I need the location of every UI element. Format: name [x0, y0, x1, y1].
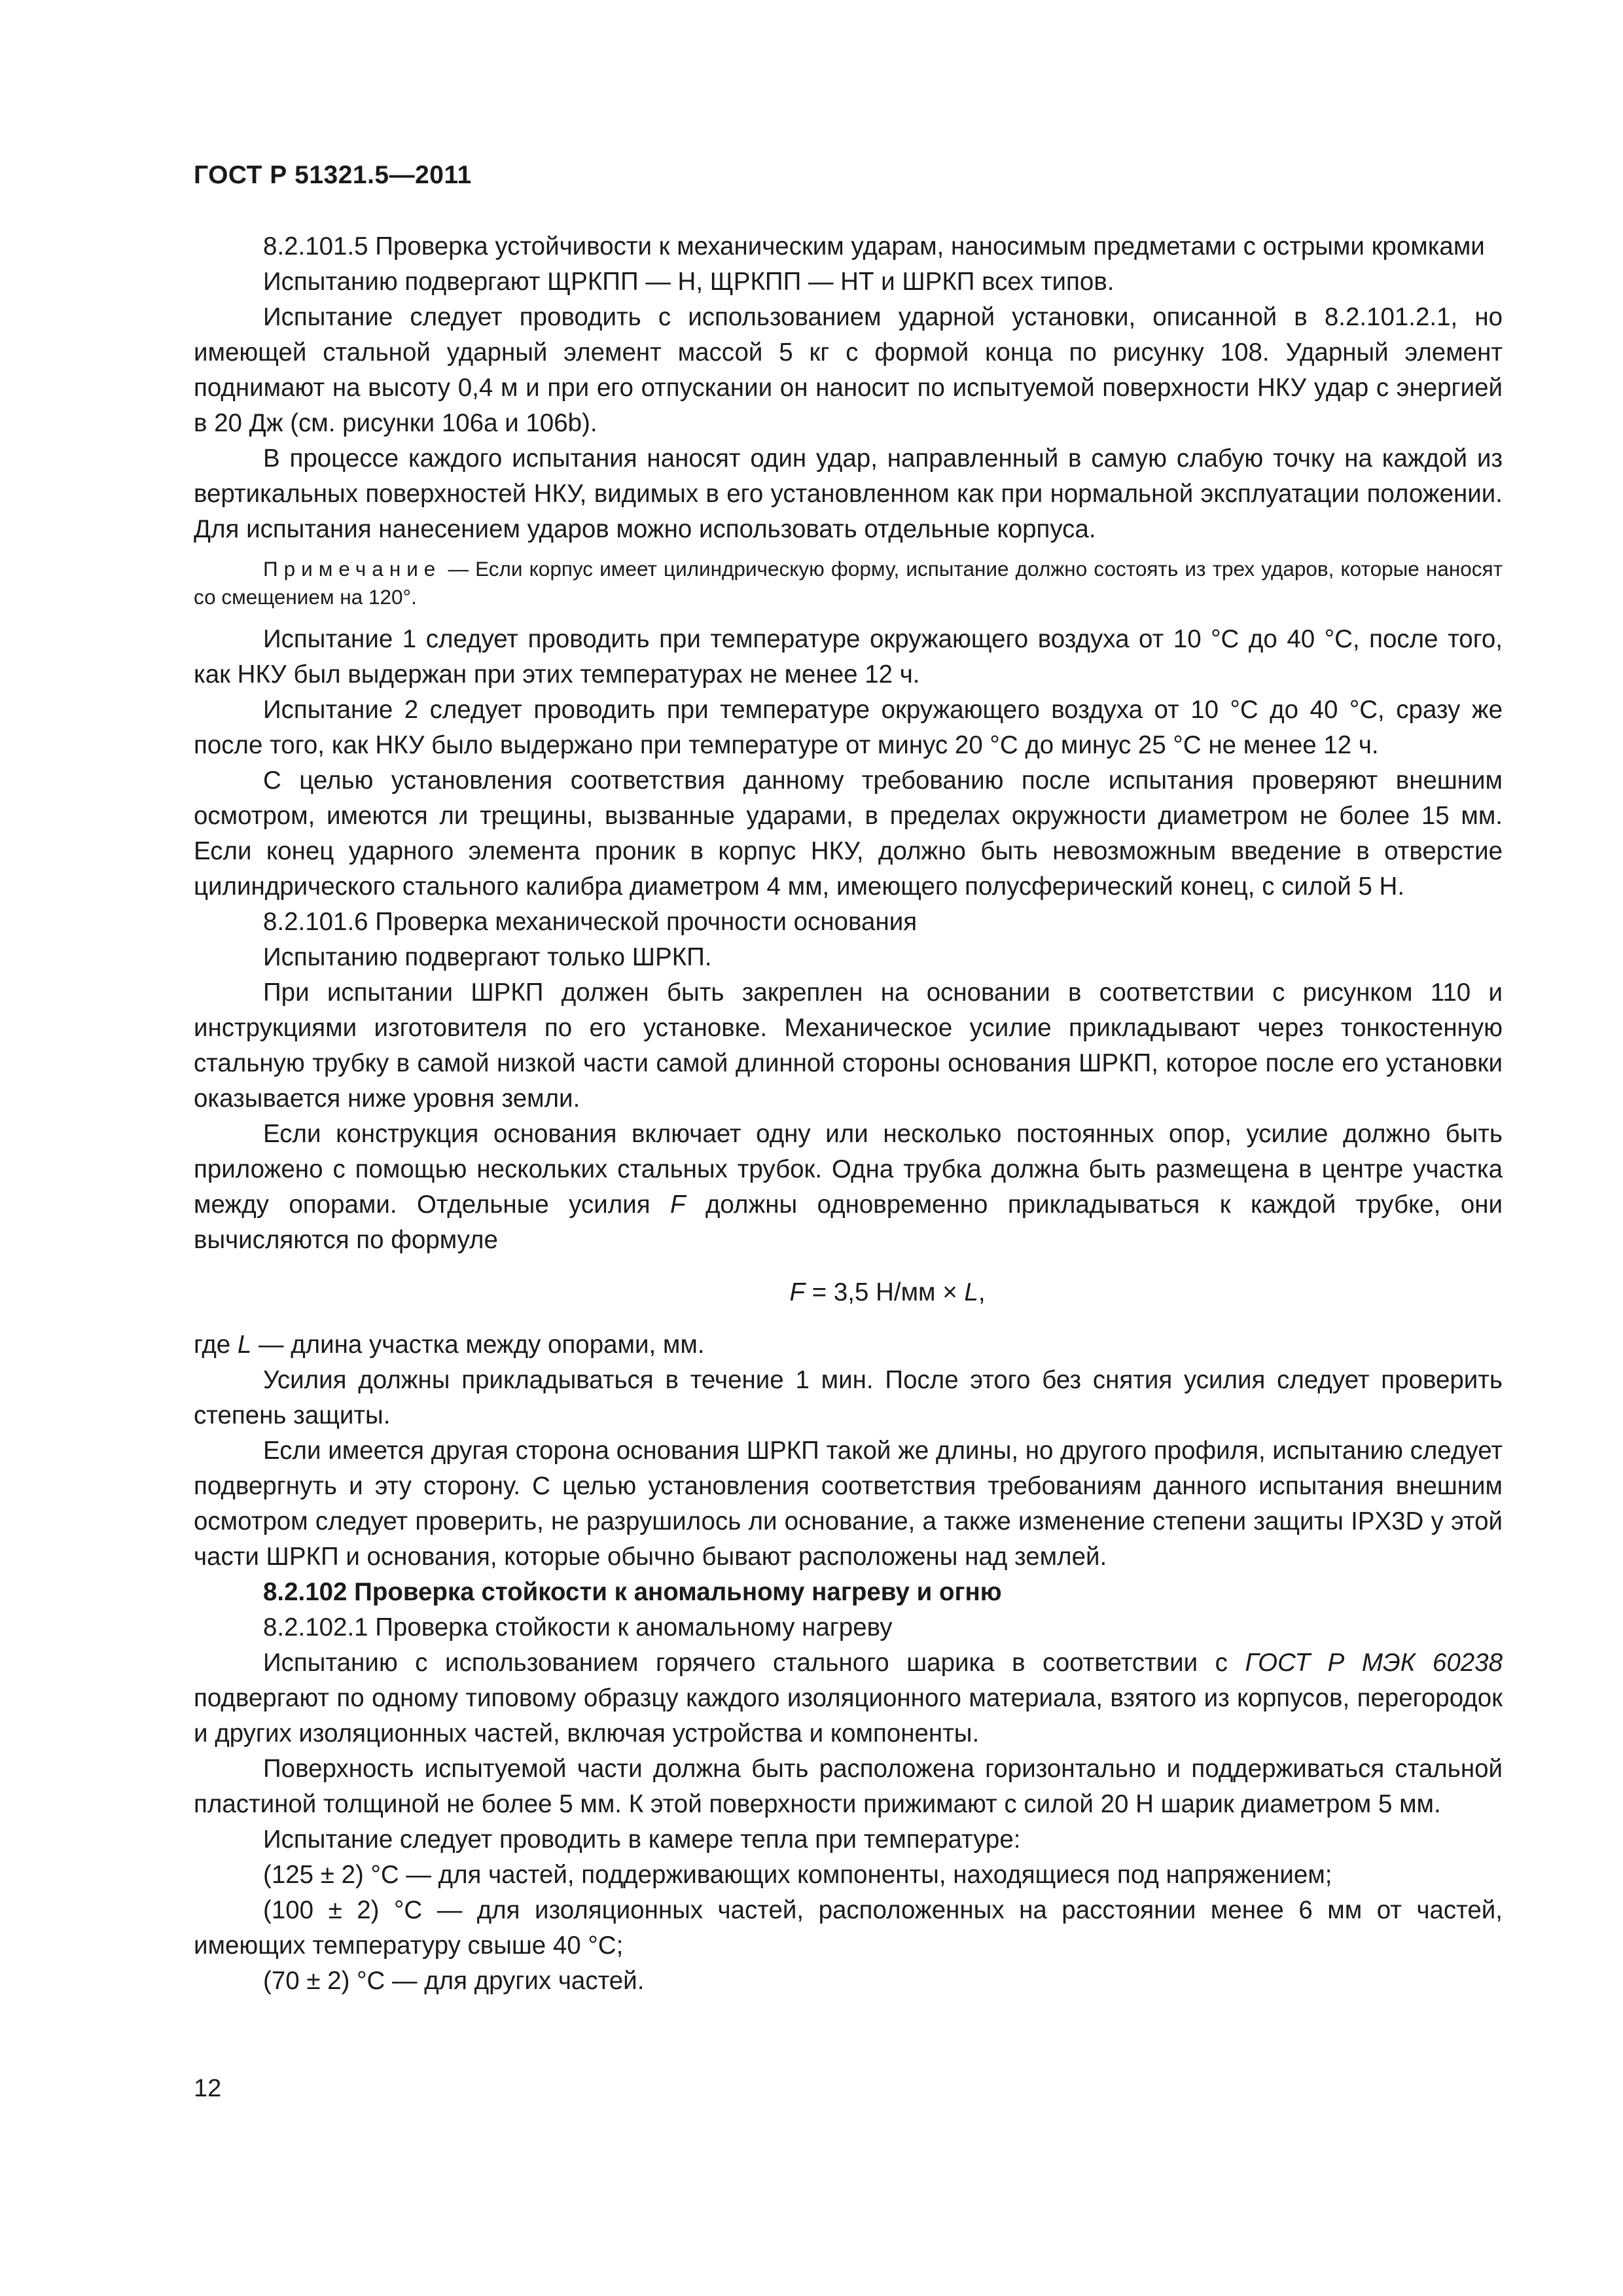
standard-reference: ГОСТ Р МЭК 60238	[1245, 1649, 1503, 1677]
section-heading-8-2-102: 8.2.102 Проверка стойкости к аномальному нагреву и огню	[263, 1578, 1002, 1606]
paragraph: Испытанию подвергают ЩРКПП — Н, ЩРКПП — НТ и ШРКП всех типов.	[263, 268, 1115, 296]
list-item: (125 ± 2) °С — для частей, поддерживающих компоненты, находящиеся под напряжением;	[263, 1861, 1332, 1889]
section-heading-8-2-101-5: 8.2.101.5 Проверка устойчивости к механическим ударам, наносимым предметами с острыми кромками	[263, 232, 1485, 260]
paragraph: Если имеется другая сторона основания ШРКП такой же длины, но другого профиля, испытанию следует подвергнуть и эту сторону. С целью установления соответствия требованиям данного испытания внешним осмотром следует проверить, не разрушилось ли основание, а также изменение степени защиты IPX3D у этой части ШРКП и основания, которые обычно бывают расположены над землей.	[194, 1437, 1503, 1571]
paragraph: При испытании ШРКП должен быть закреплен на основании в соответствии с рисунком 110 и инструкциями изготовителя по его установке. Механическое усилие прикладывают через тонкостенную стальную трубку в самой низкой части самой длинной стороны основания ШРКП, которое после его установки оказывается ниже уровня земли.	[194, 978, 1503, 1113]
paragraph: Испытание 1 следует проводить при температуре окружающего воздуха от 10 °С до 40 °С, после того, как НКУ был выдержан при этих температурах не менее 12 ч.	[194, 625, 1503, 689]
document-body	[194, 229, 1503, 1999]
paragraph-text: подвергают по одному типовому образцу каждого изоляционного материала, взятого из корпусов, перегородок и других изоляционных частей, включая устройства и компоненты.	[194, 1684, 1503, 1748]
list-item: (70 ± 2) °С — для других частей.	[263, 1967, 645, 1995]
paragraph-text: Испытанию с использованием горячего стального шарика в соответствии с	[263, 1649, 1245, 1677]
note-text: — Если корпус имеет цилиндрическую форму, испытание должно состоять из трех ударов, которые наносят со смещением на 120°.	[194, 557, 1503, 609]
formula-variable: F	[789, 1278, 805, 1306]
document-header: ГОСТ Р 51321.5—2011	[194, 161, 472, 189]
paragraph-text: — длина участка между опорами, мм.	[251, 1331, 705, 1359]
paragraph: С целью установления соответствия данному требованию после испытания проверяют внешним осмотром, имеются ли трещины, вызванные ударами, в пределах окружности диаметром не более 15 мм. Если конец ударного элемента проник в корпус НКУ, должно быть невозможным введение в отверстие цилиндрического стального калибра диаметром 4 мм, имеющего полусферический конец, с силой 5 Н.	[194, 766, 1503, 901]
list-item: (100 ± 2) °С — для изоляционных частей, расположенных на расстоянии менее 6 мм от частей, имеющих температуру свыше 40 °С;	[194, 1896, 1503, 1960]
paragraph-text: где	[194, 1331, 238, 1359]
section-heading-8-2-101-6: 8.2.101.6 Проверка механической прочности основания	[263, 908, 918, 936]
note-paragraph	[194, 555, 1503, 611]
variable-l: L	[237, 1331, 252, 1359]
formula-text: ,	[978, 1278, 986, 1306]
paragraph: В процессе каждого испытания наносят один удар, направленный в самую слабую точку на каждой из вертикальных поверхностей НКУ, видимых в его установленном как при нормальной эксплуатации положении. Для испытания нанесением ударов можно использовать отдельные корпуса.	[194, 444, 1503, 543]
paragraph: Испытанию подвергают только ШРКП.	[263, 943, 712, 971]
paragraph: Испытание следует проводить с использованием ударной установки, описанной в 8.2.101.2.1, но имеющей стальной ударный элемент массой 5 кг с формой конца по рисунку 108. Ударный элемент поднимают на высоту 0,4 м и при его отпускании он наносит по испытуемой поверхности НКУ удар с энергией в 20 Дж (см. рисунки 106а и 106b).	[194, 303, 1503, 437]
paragraph	[194, 1117, 1503, 1258]
paragraph: Испытание следует проводить в камере тепла при температуре:	[263, 1825, 1021, 1854]
paragraph-text: Если конструкция основания включает одну или несколько постоянных опор, усилие должно быть приложено с помощью нескольких стальных трубок. Одна трубка должна быть размещена в центре участка между опорами. Отдельные усилия	[194, 1120, 1503, 1219]
formula-variable: L	[964, 1278, 978, 1306]
formula-explanation	[194, 1327, 1503, 1363]
paragraph	[194, 1645, 1503, 1751]
paragraph-text: должны одновременно прикладываться к каждой трубке, они вычисляются по формуле	[194, 1191, 1503, 1254]
paragraph: Усилия должны прикладываться в течение 1 мин. После этого без снятия усилия следует проверить степень защиты.	[194, 1366, 1503, 1429]
formula	[194, 1275, 1503, 1310]
variable-f: F	[670, 1191, 686, 1219]
paragraph: Поверхность испытуемой части должна быть расположена горизонтально и поддерживаться стальной пластиной толщиной не более 5 мм. К этой поверхности прижимают с силой 20 Н шарик диаметром 5 мм.	[194, 1755, 1503, 1818]
paragraph: Испытание 2 следует проводить при температуре окружающего воздуха от 10 °С до 40 °С, сразу же после того, как НКУ было выдержано при температуре от минус 20 °С до минус 25 °С не менее 12 ч.	[194, 696, 1503, 759]
note-label: Примечание	[263, 557, 442, 581]
section-heading-8-2-102-1: 8.2.102.1 Проверка стойкости к аномальному нагреву	[263, 1613, 893, 1641]
page-number: 12	[194, 2075, 222, 2102]
formula-text: = 3,5 Н/мм ×	[804, 1278, 965, 1306]
